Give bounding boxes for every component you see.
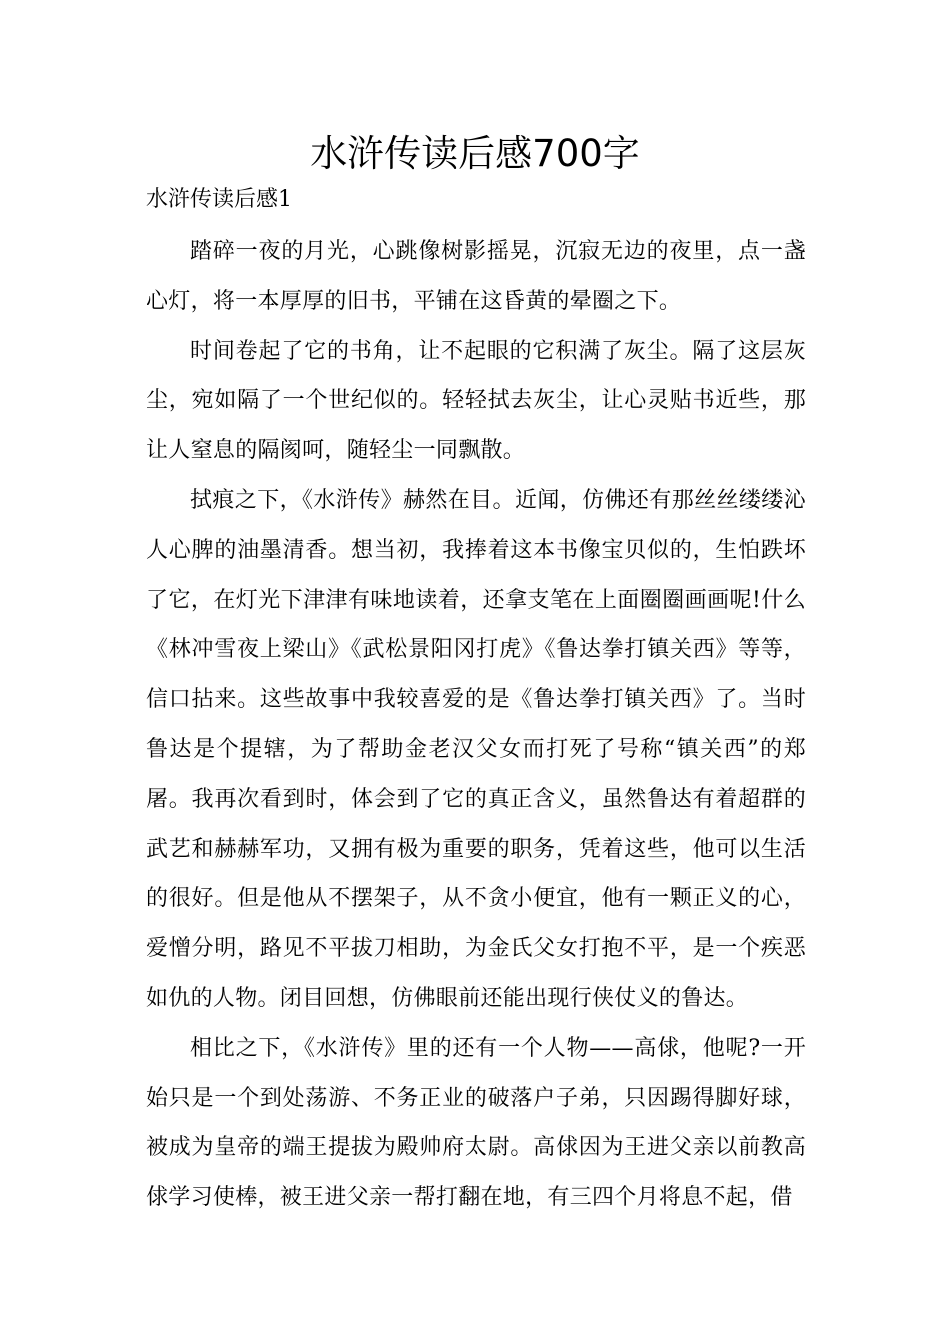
- document-body: [146, 227, 806, 1223]
- paragraph-3: 拭痕之下，《水浒传》赫然在目。近闻，仿佛还有那丝丝缕缕沁人心脾的油墨清香。想当初，我捧着这本书像宝贝似的，生怕跌坏了它，在灯光下津津有味地读着，还拿支笔在上面圈圈画画呢!什么《林冲雪夜上梁山》《武松景阳冈打虎》《鲁达拳打镇关西》等等，信口拈来。这些故事中我较喜爱的是《鲁达拳打镇关西》了。当时鲁达是个提辖，为了帮助金老汉父女而打死了号称“镇关西”的郑屠。我再次看到时，体会到了它的真正含义，虽然鲁达有着超群的武艺和赫赫军功，又拥有极为重要的职务，凭着这些，他可以生活的很好。但是他从不摆架子，从不贪小便宜，他有一颗正义的心，爱憎分明，路见不平拔刀相助，为金氏父女打抱不平，是一个疾恶如仇的人物。闭目回想，仿佛眼前还能出现行侠仗义的鲁达。: [146, 487, 806, 1011]
- paragraph-2: 时间卷起了它的书角，让不起眼的它积满了灰尘。隔了这层灰尘，宛如隔了一个世纪似的。轻轻拭去灰尘，让心灵贴书近些，那让人窒息的隔阂呵，随轻尘一同飘散。: [146, 338, 806, 464]
- document-title: 水浒传读后感700字: [310, 132, 640, 175]
- section-heading: 水浒传读后感1: [146, 187, 292, 212]
- paragraph-4: 相比之下，《水浒传》里的还有一个人物——高俅，他呢?一开始只是一个到处荡游、不务正业的破落户子弟，只因踢得脚好球，被成为皇帝的端王提拔为殿帅府太尉。高俅因为王进父亲以前教高俅学习使棒，被王进父亲一帮打翻在地，有三四个月将息不起，借: [146, 1035, 806, 1211]
- paragraph-1: 踏碎一夜的月光，心跳像树影摇晃，沉寂无边的夜里，点一盏心灯，将一本厚厚的旧书，平铺在这昏黄的晕圈之下。: [146, 239, 806, 314]
